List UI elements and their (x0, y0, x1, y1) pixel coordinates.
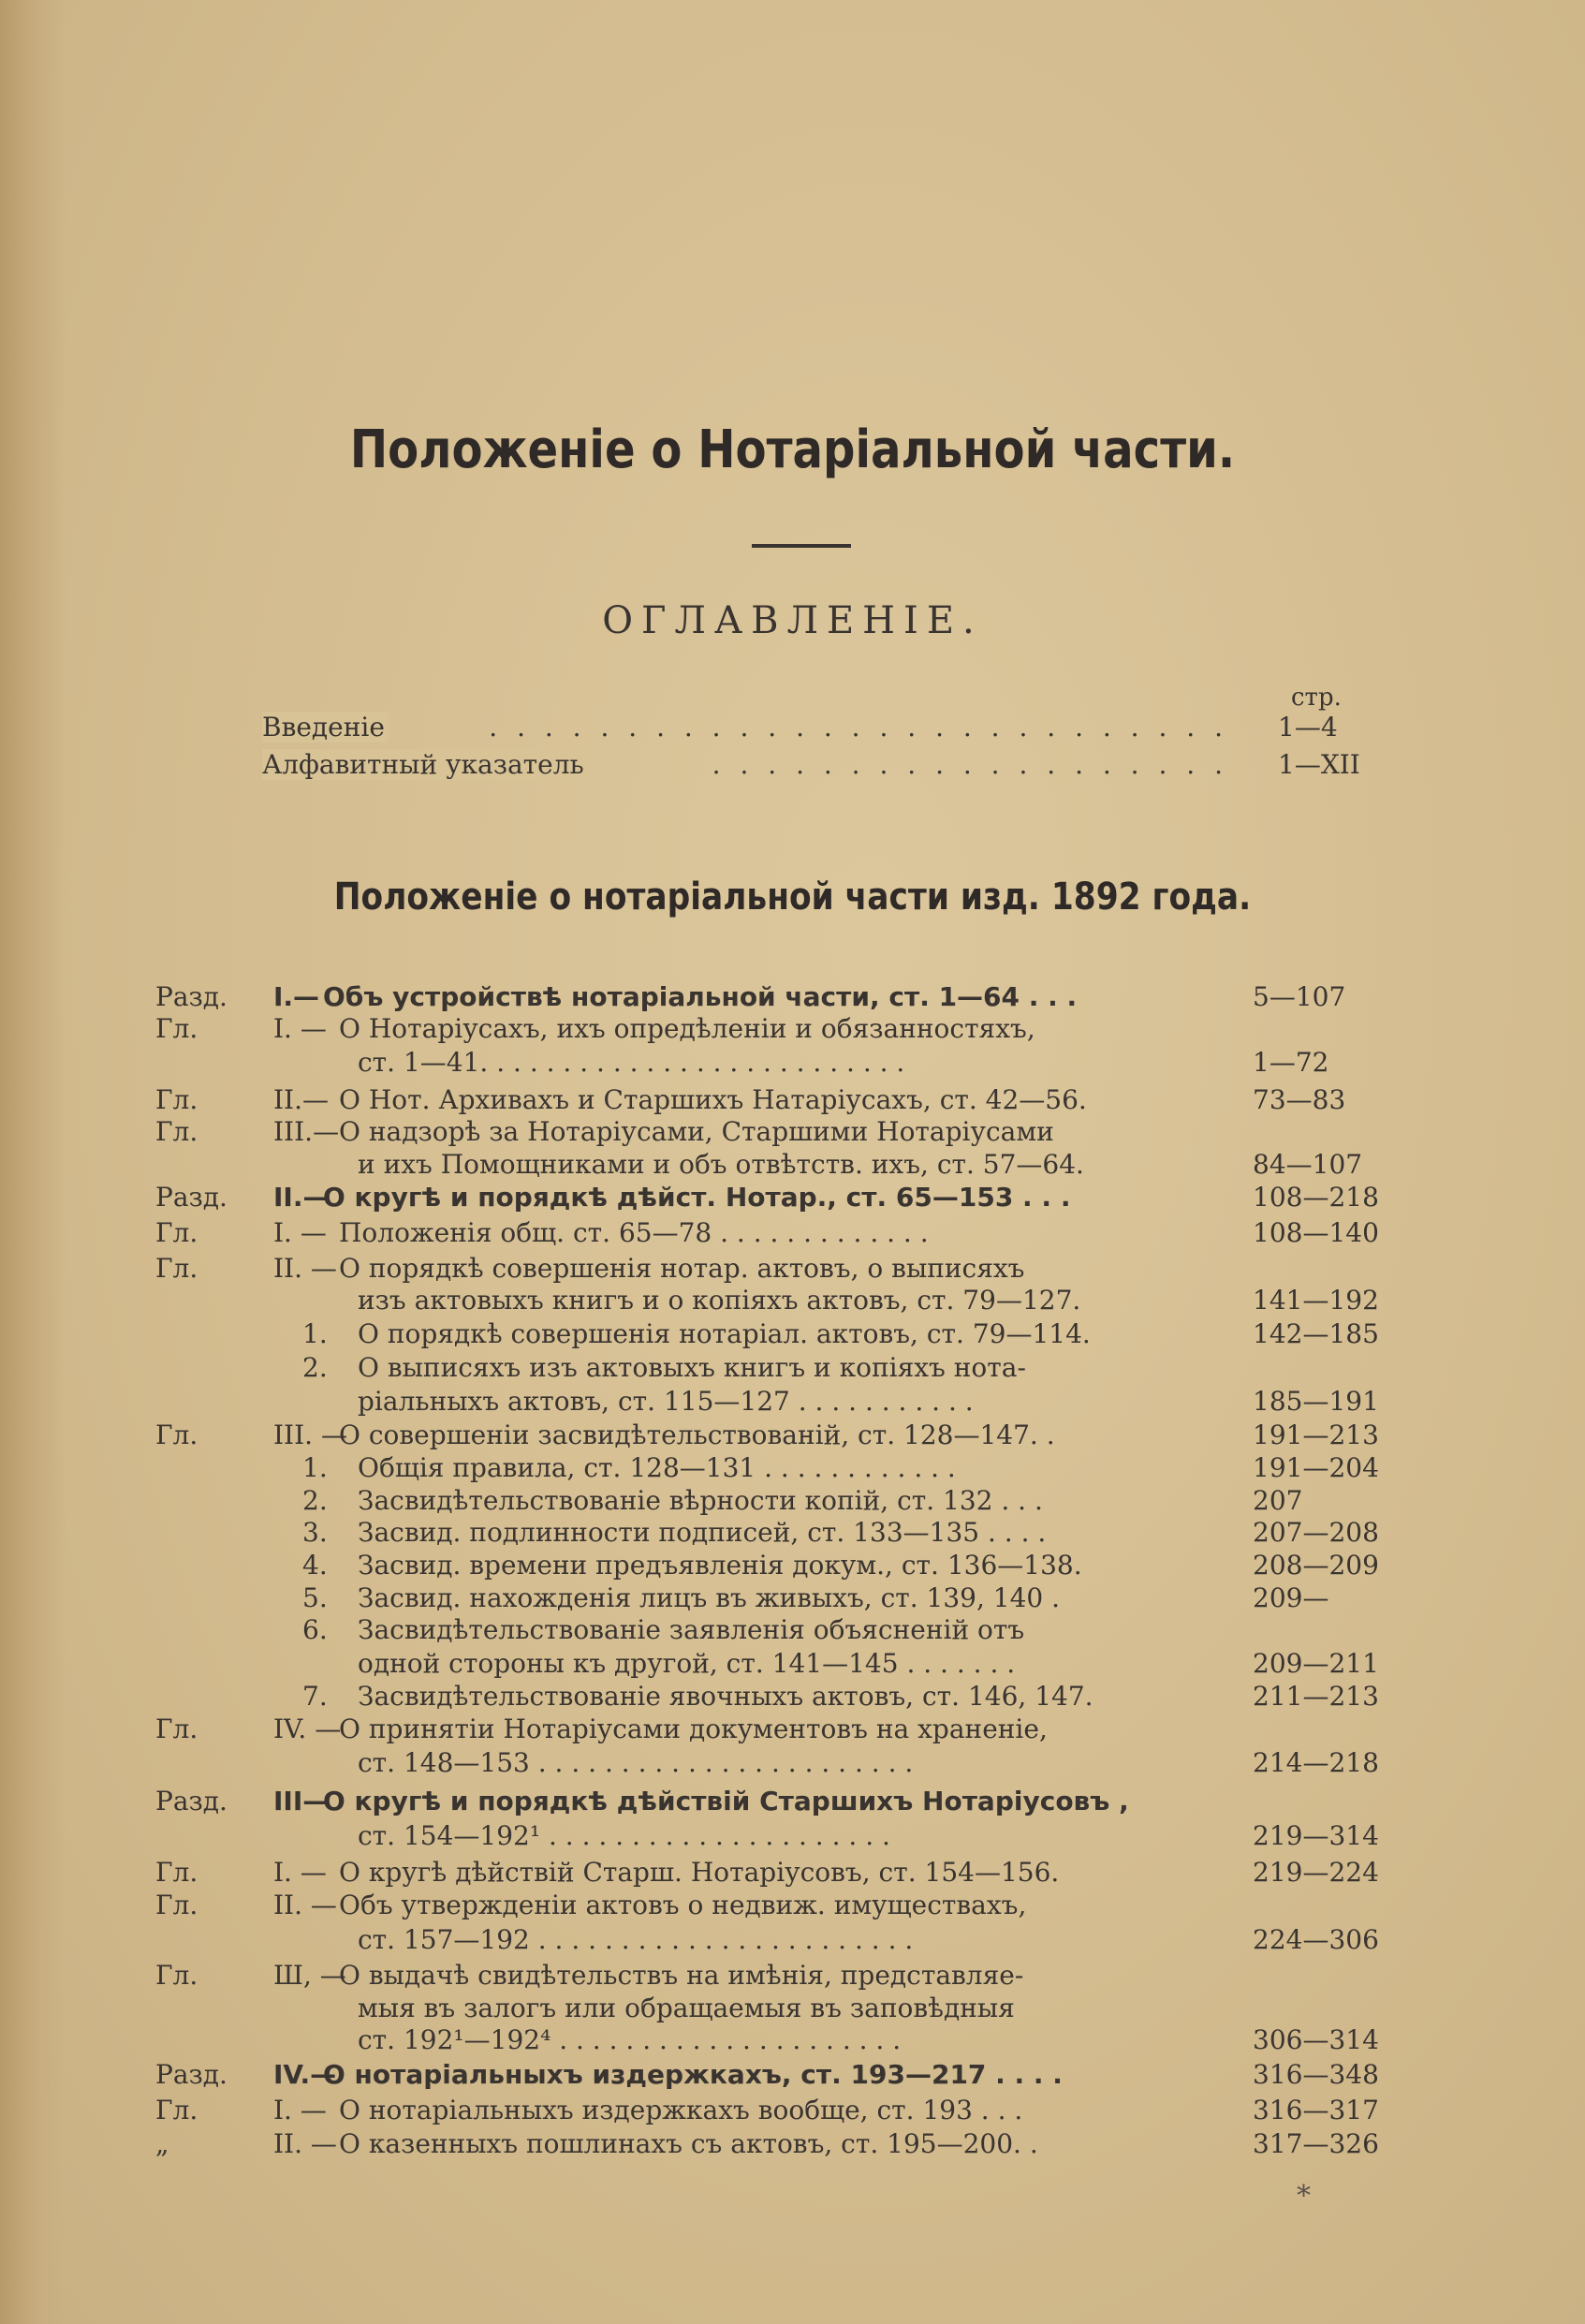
toc-entry-number: II.— (273, 1182, 330, 1213)
toc-entry-text: Объ утвержденіи актовъ о недвиж. имуществахъ, (339, 1890, 1027, 1920)
toc-entry-text: ст. 154—192¹ . . . . . . . . . . . . . . . . . . . . . (358, 1820, 890, 1851)
toc-entry-text: О принятіи Нотаріусами документовъ на храненіе, (339, 1714, 1048, 1744)
toc-entry-number: 2. (302, 1352, 328, 1383)
toc-entry (0, 1614, 1585, 1648)
title-divider (752, 544, 851, 548)
toc-entry-number: 2. (302, 1485, 328, 1516)
toc-entry (0, 1550, 1585, 1583)
toc-entry-label: Гл. (155, 1890, 198, 1920)
toc-entry-number: II.— (273, 1084, 330, 1115)
toc-entry-number: 1. (302, 1318, 328, 1349)
toc-entry-text: Положенія общ. ст. 65—78 . . . . . . . . . . . . . (339, 1217, 929, 1248)
toc-entry-text: одной стороны къ другой, ст. 141—145 . . . . . . . (358, 1648, 1016, 1679)
toc-entry-text: О нотаріальныхъ издержкахъ вообще, ст. 193 . . . (339, 2095, 1023, 2125)
toc-entry-pages: 219—224 (1253, 1857, 1379, 1888)
toc-entry-text: О порядкѣ совершенія нотаріал. актовъ, ст. 79—114. (358, 1318, 1091, 1349)
toc-entry-number: IV. — (273, 1714, 342, 1744)
toc-entry-label: Разд. (155, 2059, 227, 2090)
intro-entry (262, 749, 1386, 787)
toc-entry-label: Гл. (155, 1013, 198, 1044)
toc-entry-text: Засвидѣтельствованіе вѣрности копій, ст. 132 . . . (358, 1485, 1043, 1516)
intro-entry-label: Введеніе (262, 712, 389, 743)
toc-entry (0, 1285, 1585, 1318)
toc-entry-label: Разд. (155, 1786, 227, 1817)
toc-entry-text: О казенныхъ пошлинахъ съ актовъ, ст. 195—200. . (339, 2128, 1038, 2159)
toc-entry-pages: 209—211 (1253, 1648, 1379, 1679)
toc-entry (0, 1582, 1585, 1616)
toc-entry-pages: 84—107 (1253, 1149, 1363, 1180)
toc-entry-pages: 316—317 (1253, 2095, 1379, 2125)
toc-entry-label: Гл. (155, 1857, 198, 1888)
toc-entry-text: Общія правила, ст. 128—131 . . . . . . . . . . . . (358, 1452, 956, 1483)
toc-entry-label: Гл. (155, 1116, 198, 1147)
toc-entry-text: ст. 148—153 . . . . . . . . . . . . . . . . . . . . . . . (358, 1747, 914, 1778)
toc-entry-pages: 306—314 (1253, 2024, 1379, 2055)
toc-entry (0, 2024, 1585, 2058)
toc-entry-text: О нотаріальныхъ издержкахъ, ст. 193—217 . . . . (323, 2059, 1063, 2090)
toc-entry-text: Объ устройствѣ нотаріальной части, ст. 1—64 . . . (323, 981, 1078, 1012)
toc-entry (0, 1517, 1585, 1551)
toc-entry-text: О надзорѣ за Нотаріусами, Старшими Нотаріусами (339, 1116, 1054, 1147)
toc-entry (0, 1714, 1585, 1747)
toc-entry-number: I. — (273, 1013, 327, 1044)
toc-entry (0, 1419, 1585, 1453)
toc-entry (0, 2095, 1585, 2128)
toc-entry-number: 1. (302, 1452, 328, 1483)
toc-entry (0, 1786, 1585, 1819)
pages-column-label: стр. (1291, 684, 1342, 712)
toc-entry-label: Гл. (155, 1084, 198, 1115)
toc-entry-pages: 1—72 (1253, 1047, 1329, 1078)
toc-entry-label: Гл. (155, 1714, 198, 1744)
toc-entry-label: „ (155, 2128, 169, 2159)
toc-entry-number: II. — (273, 1253, 337, 1284)
toc-entry-pages: 108—140 (1253, 1217, 1379, 1248)
toc-entry-pages: 207 (1253, 1485, 1303, 1516)
toc-entry-number: I. — (273, 1217, 327, 1248)
toc-heading: ОГЛАВЛЕНІЕ. (602, 599, 983, 642)
toc-entry-text: ріальныхъ актовъ, ст. 115—127 . . . . . . . . . . . (358, 1386, 974, 1417)
toc-entry (0, 1924, 1585, 1958)
toc-entry-number: II. — (273, 1890, 337, 1920)
toc-entry (0, 1890, 1585, 1923)
toc-entry (0, 2059, 1585, 2093)
page-title: Положеніе о Нотаріальной части. (349, 419, 1236, 480)
toc-entry-text: Засвид. нахожденія лицъ въ живыхъ, ст. 139, 140 . (358, 1582, 1061, 1613)
toc-entry-label: Гл. (155, 1419, 198, 1450)
toc-entry-text: О порядкѣ совершенія нотар. актовъ, о выписяхъ (339, 1253, 1025, 1284)
toc-entry-pages: 208—209 (1253, 1550, 1379, 1581)
footer-mark: * (1297, 2180, 1311, 2213)
toc-entry-text: ст. 1—41. . . . . . . . . . . . . . . . . . . . . . . . . . (358, 1047, 905, 1078)
toc-entry-text: О совершеніи засвидѣтельствованій, ст. 128—147. . (339, 1419, 1055, 1450)
toc-entry-text: мыя въ залогъ или обращаемыя въ заповѣдныя (358, 1993, 1015, 2023)
toc-entry (0, 1182, 1585, 1215)
intro-entry (262, 712, 1386, 749)
toc-entry-number: III. — (273, 1419, 347, 1450)
toc-entry (0, 1352, 1585, 1386)
toc-entry-text: Засвид. времени предъявленія докум., ст. 136—138. (358, 1550, 1082, 1581)
toc-entry-text: Засвид. подлинности подписей, ст. 133—135 . . . . (358, 1517, 1047, 1548)
toc-entry (0, 1116, 1585, 1150)
toc-entry-text: Засвидѣтельствованіе заявленія объясненій отъ (358, 1614, 1025, 1645)
toc-entry-number: II. — (273, 2128, 337, 2159)
toc-entry-label: Разд. (155, 981, 227, 1012)
toc-entry-label: Гл. (155, 1960, 198, 1991)
section-heading: Положеніе о нотаріальной части изд. 1892 года. (333, 875, 1252, 919)
toc-entry-number: IV.— (273, 2059, 337, 2090)
toc-entry-number: 7. (302, 1681, 328, 1712)
toc-entry-text: О выписяхъ изъ актовыхъ книгъ и копіяхъ нота- (358, 1352, 1026, 1383)
toc-entry-pages: 209— (1253, 1582, 1329, 1613)
toc-entry-number: 6. (302, 1614, 328, 1645)
toc-entry (0, 1047, 1585, 1081)
toc-entry-number: Ш, — (273, 1960, 346, 1991)
toc-entry-pages: 317—326 (1253, 2128, 1379, 2159)
toc-entry (0, 1217, 1585, 1251)
intro-entry-pages: 1—4 (1278, 712, 1338, 743)
toc-entry-text: О кругѣ и порядкѣ дѣйствій Старшихъ Нотаріусовъ , (323, 1786, 1129, 1817)
toc-entry-text: О Нот. Архивахъ и Старшихъ Натаріусахъ, ст. 42—56. (339, 1084, 1087, 1115)
toc-entry-text: О выдачѣ свидѣтельствъ на имѣнія, представляе- (339, 1960, 1024, 1991)
toc-entry-number: III.— (273, 1116, 340, 1147)
toc-entry-pages: 191—204 (1253, 1452, 1379, 1483)
toc-entry-pages: 142—185 (1253, 1318, 1379, 1349)
toc-entry-label: Разд. (155, 1182, 227, 1213)
toc-entry-label: Гл. (155, 1253, 198, 1284)
toc-entry (0, 1485, 1585, 1519)
toc-entry (0, 1993, 1585, 2026)
toc-entry-text: О Нотаріусахъ, ихъ опредѣленіи и обязанностяхъ, (339, 1013, 1035, 1044)
toc-entry (0, 1084, 1585, 1118)
toc-entry-number: I. — (273, 1857, 327, 1888)
intro-entry-pages: 1—XII (1278, 749, 1360, 780)
toc-entry-number: 4. (302, 1550, 328, 1581)
toc-entry (0, 1857, 1585, 1890)
toc-entry-pages: 185—191 (1253, 1386, 1379, 1417)
toc-entry (0, 1253, 1585, 1287)
toc-entry (0, 1149, 1585, 1183)
toc-entry-label: Гл. (155, 1217, 198, 1248)
toc-entry-number: 5. (302, 1582, 328, 1613)
toc-entry-pages: 207—208 (1253, 1517, 1379, 1548)
toc-entry-pages: 224—306 (1253, 1924, 1379, 1955)
toc-entry (0, 1960, 1585, 1993)
toc-entry (0, 1386, 1585, 1419)
toc-entry-pages: 108—218 (1253, 1182, 1379, 1213)
toc-entry-pages: 219—314 (1253, 1820, 1379, 1851)
intro-entry-label: Алфавитный указатель (262, 749, 588, 780)
toc-entry-pages: 214—218 (1253, 1747, 1379, 1778)
toc-entry-number: 3. (302, 1517, 328, 1548)
toc-entry (0, 1648, 1585, 1682)
toc-entry-number: I.— (273, 981, 320, 1012)
toc-entry (0, 1318, 1585, 1352)
toc-entry-label: Гл. (155, 2095, 198, 2125)
toc-entry-pages: 211—213 (1253, 1681, 1379, 1712)
toc-entry-text: Засвидѣтельствованіе явочныхъ актовъ, ст. 146, 147. (358, 1681, 1093, 1712)
toc-entry-text: О кругѣ и порядкѣ дѣйст. Нотар., ст. 65—153 . . . (323, 1182, 1071, 1213)
toc-entry-number: I. — (273, 2095, 327, 2125)
toc-entry (0, 1681, 1585, 1714)
toc-entry-pages: 141—192 (1253, 1285, 1379, 1316)
toc-entry-pages: 316—348 (1253, 2059, 1379, 2090)
toc-entry-pages: 73—83 (1253, 1084, 1346, 1115)
toc-entry-text: О кругѣ дѣйствій Старш. Нотаріусовъ, ст. 154—156. (339, 1857, 1060, 1888)
toc-entry-text: ст. 192¹—192⁴ . . . . . . . . . . . . . . . . . . . . . (358, 2024, 902, 2055)
toc-entry (0, 2128, 1585, 2162)
toc-entry (0, 981, 1585, 1015)
toc-entry-text: и ихъ Помощниками и объ отвѣтств. ихъ, ст. 57—64. (358, 1149, 1084, 1180)
toc-entry-pages: 5—107 (1253, 981, 1346, 1012)
toc-entry-number: III— (273, 1786, 330, 1817)
leader-dots: . . . . . . . . . . . . . . . . . . . (712, 749, 1228, 780)
toc-entry (0, 1820, 1585, 1854)
toc-entry (0, 1747, 1585, 1781)
toc-entry-text: ст. 157—192 . . . . . . . . . . . . . . . . . . . . . . . (358, 1924, 914, 1955)
toc-entry (0, 1013, 1585, 1047)
toc-entry-pages: 191—213 (1253, 1419, 1379, 1450)
leader-dots: . . . . . . . . . . . . . . . . . . . . . . . . . . . (489, 712, 1228, 743)
toc-entry (0, 1452, 1585, 1486)
toc-entry-text: изъ актовыхъ книгъ и о копіяхъ актовъ, ст. 79—127. (358, 1285, 1081, 1316)
